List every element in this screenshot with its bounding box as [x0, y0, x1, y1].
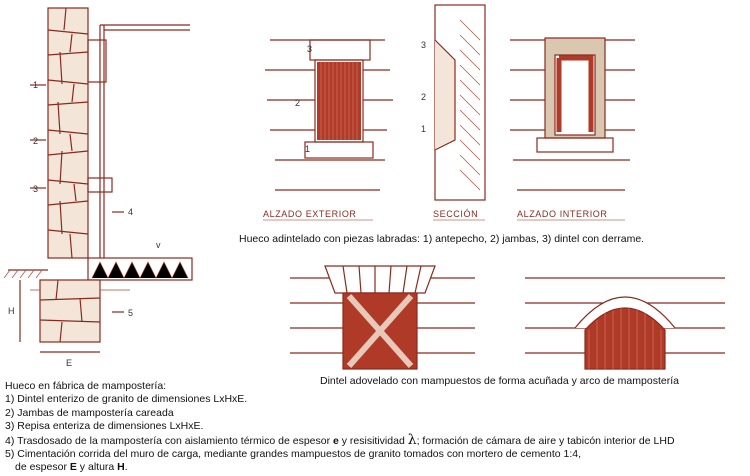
note-5: 5) Cimentación corrida del muro de carga, mediante grandes mampuestos de granito tomados con mortero de cemento 1:4, [5, 448, 582, 461]
label-alzado-exterior: ALZADO EXTERIOR [263, 209, 357, 219]
label-alzado-interior: ALZADO INTERIOR [517, 209, 608, 219]
marker-h: H [8, 306, 15, 316]
ext-marker-2: 2 [295, 98, 301, 108]
sec-marker-1: 1 [421, 124, 427, 134]
note-2: 2) Jambas de mampostería careada [5, 406, 174, 419]
arch-window [525, 278, 725, 369]
caption-adintelado: Hueco adintelado con piezas labradas: 1) antepecho, 2) jambas, 3) dintel con derrame. [239, 233, 645, 245]
masonry-wall [48, 8, 88, 258]
voussoir-window [290, 266, 475, 369]
marker-1: 1 [33, 80, 39, 90]
note-5-cont: de espesor E y altura H. [15, 461, 128, 474]
ext-marker-1: 1 [305, 144, 311, 154]
sec-marker-2: 2 [421, 92, 427, 102]
note-1: 1) Dintel enterizo de granito de dimensiones LxHxE. [5, 393, 248, 406]
notes-title: Hueco en fábrica de mampostería: [5, 380, 167, 392]
notes-list [5, 380, 675, 475]
section-drawing [435, 5, 485, 200]
label-seccion: SECCIÓN [433, 209, 479, 219]
marker-e: E [66, 358, 73, 368]
interior-elevation [510, 38, 635, 190]
ext-marker-3: 3 [307, 44, 313, 54]
sec-marker-3: 3 [421, 40, 427, 50]
marker-2: 2 [33, 136, 39, 146]
marker-3: 3 [33, 184, 39, 194]
foundation [30, 280, 130, 342]
wall-section-drawing [0, 0, 200, 380]
arch-window-drawings [285, 258, 735, 370]
note-4: 4) Trasdosado de la mampostería con aislamiento térmico de espesor e y resisitividad λ; formación de cámara de aire y tabicón interior de LHD [5, 431, 675, 448]
exterior-elevation [265, 40, 393, 190]
note-3: 3) Repisa enteriza de dimensiones LxHxE. [5, 420, 204, 433]
lintel-window-drawings [255, 0, 735, 225]
marker-v: v [156, 240, 161, 250]
caption-adovelado: Dintel adovelado con mampuestos de forma acuñada y arco de mampostería [320, 375, 679, 387]
marker-4: 4 [128, 207, 134, 217]
marker-5: 5 [128, 308, 134, 318]
lintel-detail [88, 40, 106, 82]
